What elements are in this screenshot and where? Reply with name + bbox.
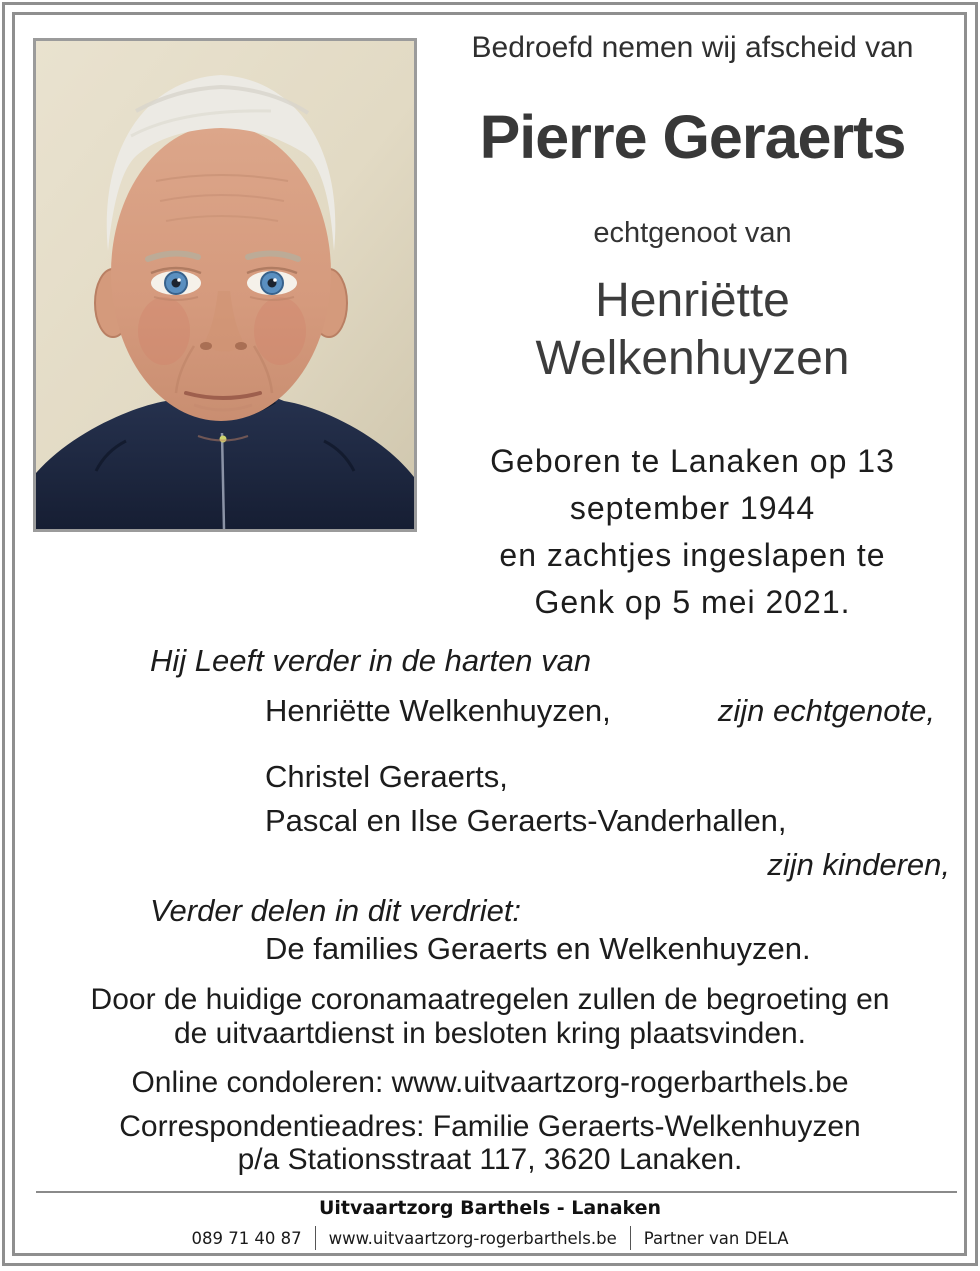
corona-notice (35, 983, 945, 1051)
life-dates-line4: Genk op 5 mei 2021. (534, 584, 851, 620)
mourning-further-label: Verder delen in dit verdriet: (150, 893, 522, 928)
contact-separator (630, 1226, 631, 1250)
mourning-families: De families Geraerts en Welkenhuyzen. (265, 931, 811, 966)
spouse-name-line1: Henriëtte (595, 274, 790, 327)
mourner-spouse-row (265, 692, 935, 729)
portrait-elderly-man-icon (36, 41, 414, 529)
deceased-name: Pierre Geraerts (479, 103, 906, 171)
mourner-spouse-name: Henriëtte Welkenhuyzen, (265, 693, 611, 728)
correspondence-address (35, 1110, 945, 1176)
contact-separator (315, 1226, 316, 1250)
funeral-home-contact (35, 1226, 945, 1250)
life-dates-line1: Geboren te Lanaken op 13 (490, 443, 895, 479)
footer-divider (36, 1191, 957, 1193)
life-dates-line2: september 1944 (569, 490, 816, 526)
relation-label: echtgenoot van (593, 217, 792, 249)
corona-notice-line2: de uitvaartdienst in besloten kring plaatsvinden. (173, 1017, 807, 1050)
corona-notice-line1: Door de huidige coronamaatregelen zullen de begroeting en (90, 983, 890, 1016)
mourner-children-role: zijn kinderen, (767, 847, 950, 882)
funeral-home-phone: 089 71 40 87 (191, 1228, 302, 1248)
funeral-home-name: Uitvaartzorg Barthels - Lanaken (318, 1197, 662, 1219)
online-condolence-line: Online condoleren: www.uitvaartzorg-rogerbarthels.be (131, 1066, 849, 1099)
funeral-home-website: www.uitvaartzorg-rogerbarthels.be (328, 1228, 617, 1248)
correspondence-line1: Correspondentieadres: Familie Geraerts-Welkenhuyzen (119, 1110, 861, 1143)
spouse-name (430, 272, 955, 388)
correspondence-line2: p/a Stationsstraat 117, 3620 Lanaken. (237, 1143, 743, 1176)
announcement-intro: Bedroefd nemen wij afscheid van (471, 31, 914, 64)
mourning-intro: Hij Leeft verder in de harten van (150, 643, 592, 678)
mourner-spouse-role: zijn echtgenote, (717, 693, 935, 728)
announcement-header (430, 30, 955, 626)
mourner-child-2: Pascal en Ilse Geraerts-Vanderhallen, (265, 803, 787, 838)
funeral-home-partner: Partner van DELA (643, 1228, 789, 1248)
spouse-name-line2: Welkenhuyzen (535, 332, 850, 385)
life-dates (430, 438, 955, 626)
life-dates-line3: en zachtjes ingeslapen te (499, 537, 886, 573)
portrait-photo (33, 38, 417, 532)
mourner-child-1: Christel Geraerts, (265, 759, 508, 794)
